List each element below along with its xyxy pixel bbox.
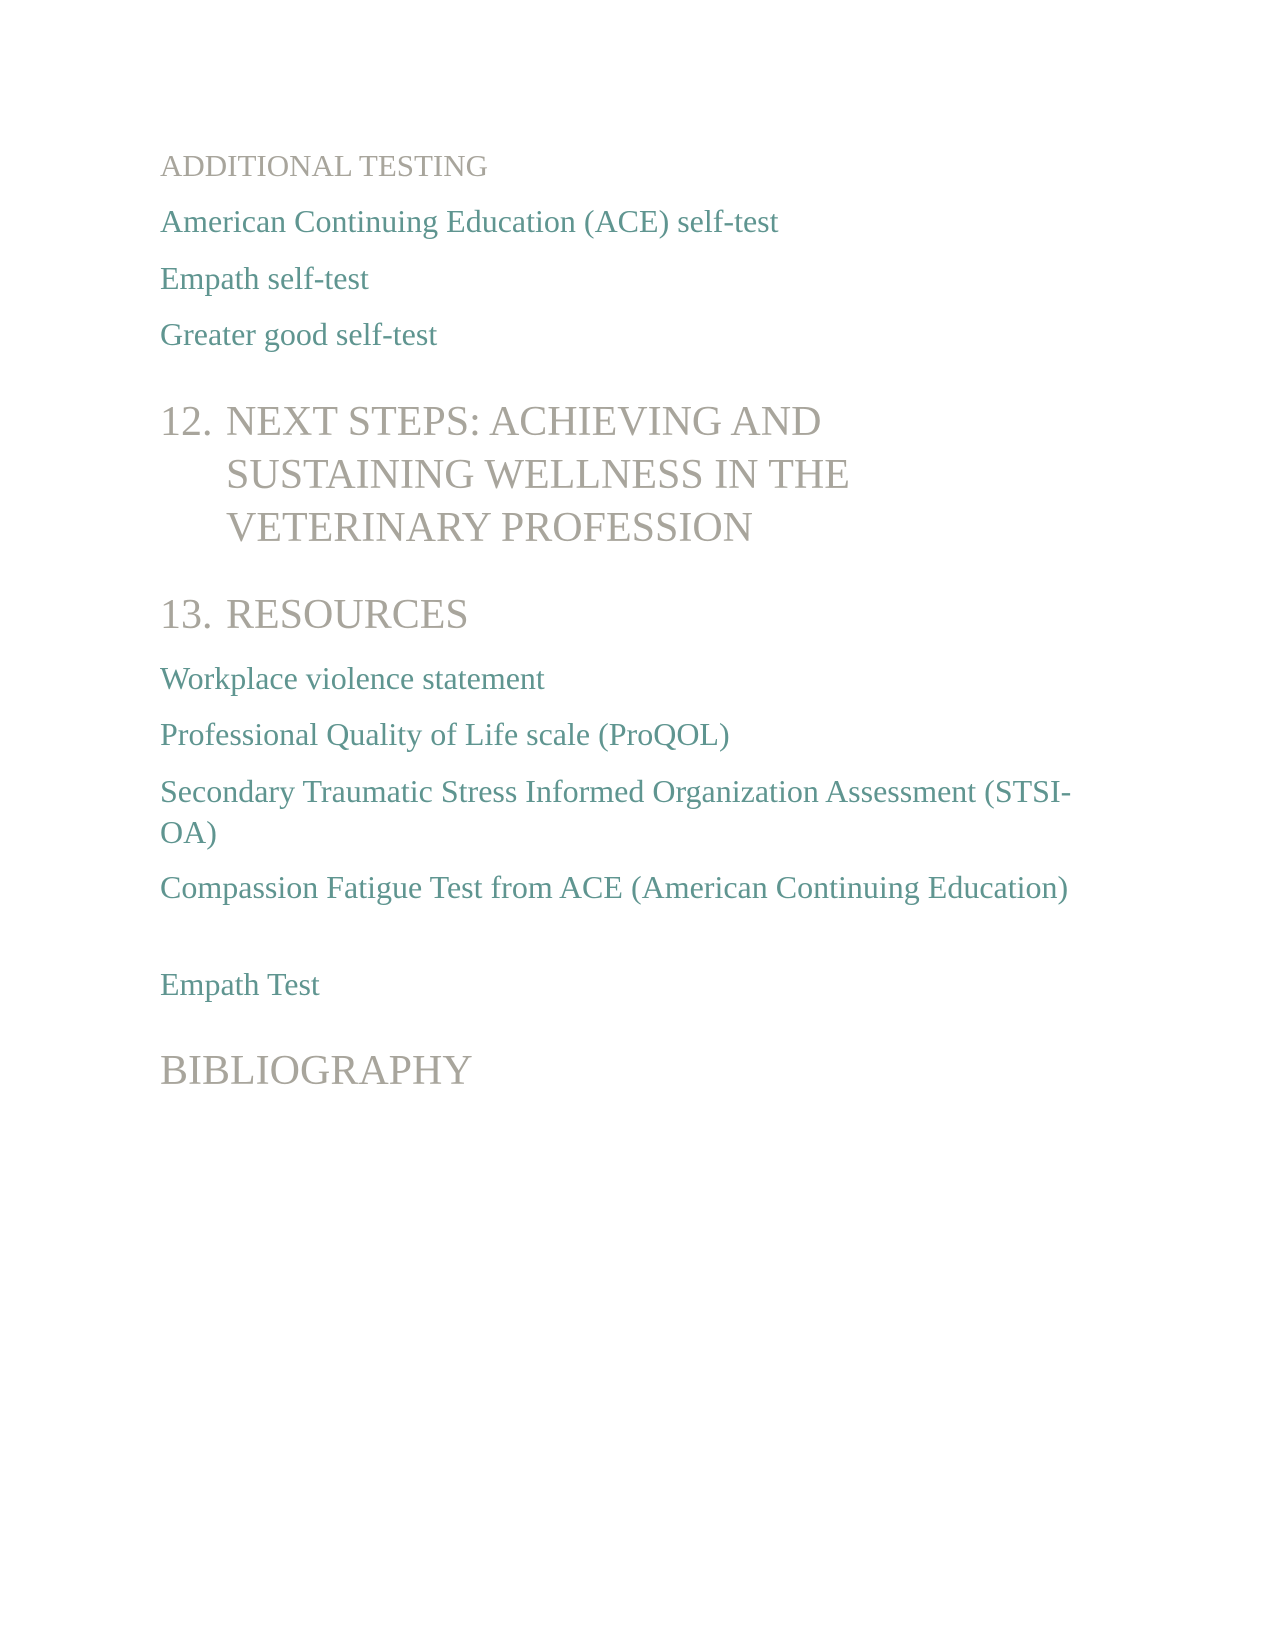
section-13-heading bbox=[160, 589, 1120, 642]
additional-testing-heading: ADDITIONAL TESTING bbox=[160, 148, 489, 183]
section-12-heading bbox=[160, 396, 1120, 555]
section-12-number: 12. bbox=[160, 399, 213, 445]
compassion-fatigue-test-link[interactable]: Compassion Fatigue Test from ACE (American Continuing Education) bbox=[160, 869, 1069, 905]
section-13-title: RESOURCES bbox=[226, 592, 469, 638]
bibliography-heading: BIBLIOGRAPHY bbox=[160, 1048, 473, 1094]
ace-self-test-link[interactable]: American Continuing Education (ACE) self-test bbox=[160, 203, 779, 239]
greater-good-self-test-link[interactable]: Greater good self-test bbox=[160, 316, 438, 352]
workplace-violence-statement-link[interactable]: Workplace violence statement bbox=[160, 660, 545, 696]
section-13-number: 13. bbox=[160, 592, 213, 638]
empath-test-link[interactable]: Empath Test bbox=[160, 966, 320, 1002]
proqol-link[interactable]: Professional Quality of Life scale (ProQOL) bbox=[160, 716, 730, 752]
empath-self-test-link[interactable]: Empath self-test bbox=[160, 260, 369, 296]
section-12-title: NEXT STEPS: ACHIEVING AND SUSTAINING WELLNESS IN THE VETERINARY PROFESSION bbox=[226, 399, 850, 551]
stsi-oa-link[interactable]: Secondary Traumatic Stress Informed Organization Assessment (STSI-OA) bbox=[160, 773, 1072, 850]
